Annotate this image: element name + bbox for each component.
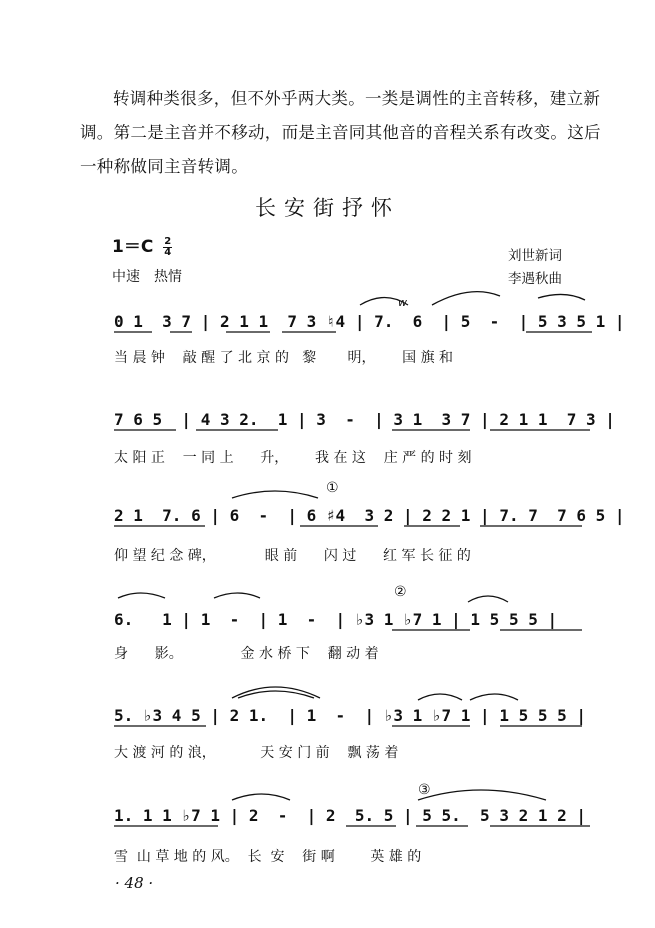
section-marker-2: ②	[394, 584, 407, 600]
lyric-line-5: 大 渡 河 的 浪， 天 安 门 前 飘 荡 着	[114, 745, 399, 761]
lyric-line-6: 雪 山 草 地 的 风。 长 安 街 啊 英 雄 的	[114, 849, 422, 865]
lyric-line-3: 仰 望 纪 念 碑， 眼 前 闪 过 红 军 长 征 的	[114, 548, 471, 564]
slur-arc	[538, 294, 585, 300]
slur-arc	[418, 790, 546, 800]
notation-line-5: 5. ♭3 4 5 | 2 1. | 1 - | ♭3 1 ♭7 1 | 1 5 5 5 |	[114, 706, 587, 725]
key-label: 1＝C	[112, 237, 154, 257]
notation-line-6: 1. 1 1 ♭7 1 | 2 - | 2 5. 5 | 5 5. 5 3 2 1 2 |	[114, 806, 587, 825]
notation-line-1: 0 1 3 7 | 2 1 1 7 3 ♮4 | 7. 6 | 5 - | 5 3 5 1 |	[114, 312, 625, 331]
slur-arc	[470, 694, 518, 700]
slur-arcs	[118, 292, 585, 800]
slur-arc	[432, 292, 500, 305]
tempo-marking: 中速 热情	[112, 269, 182, 285]
section-marker-1: ①	[326, 480, 339, 496]
slur-arc	[238, 691, 314, 698]
time-signature-top: 2	[164, 235, 172, 247]
lyric-line-1: 当 晨 钟 敲 醒 了 北 京 的 黎 明， 国 旗 和	[114, 350, 454, 366]
slur-arc	[232, 491, 318, 498]
lyricist-credit: 刘世新词	[508, 248, 562, 264]
lyric-line-2: 太 阳 正 一 同 上 升， 我 在 这 庄 严 的 时 刻	[114, 450, 472, 466]
section-marker-3: ③	[418, 782, 431, 798]
slur-arc	[232, 794, 290, 800]
slur-arc	[418, 694, 462, 700]
page-number: · 48 ·	[115, 874, 154, 892]
lyric-line-4: 身 影。 金 水 桥 下 翻 动 着	[114, 646, 379, 662]
notation-line-2: 7 6 5 | 4 3 2. 1 | 3 - | 3 1 3 7 | 2 1 1 7 3 |	[114, 410, 615, 429]
song-title: 长安街抒怀	[255, 196, 400, 220]
composer-credit: 李遇秋曲	[508, 271, 562, 287]
beam-lines	[114, 332, 592, 826]
mordent-ornament: w	[398, 296, 407, 309]
notation-line-3: 2 1 7. 6 | 6 - | 6 ♯4 3 2 | 2 2 1 | 7. 7 7 6 5 |	[114, 506, 625, 525]
notation-line-4: 6. 1 | 1 - | 1 - | ♭3 1 ♭7 1 | 1 5 5 5 |	[114, 610, 558, 629]
slur-arc	[214, 593, 260, 598]
intro-paragraph: 转调种类很多，但不外乎两大类。一类是调性的主音转移，建立新调。第二是主音并不移动，而是主音同其他音的音程关系有改变。这后一种称做同主音转调。	[80, 89, 601, 176]
time-signature-bottom: 4	[164, 246, 172, 258]
slur-arc	[468, 596, 508, 602]
slur-arc	[118, 593, 165, 598]
slur-arc	[232, 687, 320, 698]
